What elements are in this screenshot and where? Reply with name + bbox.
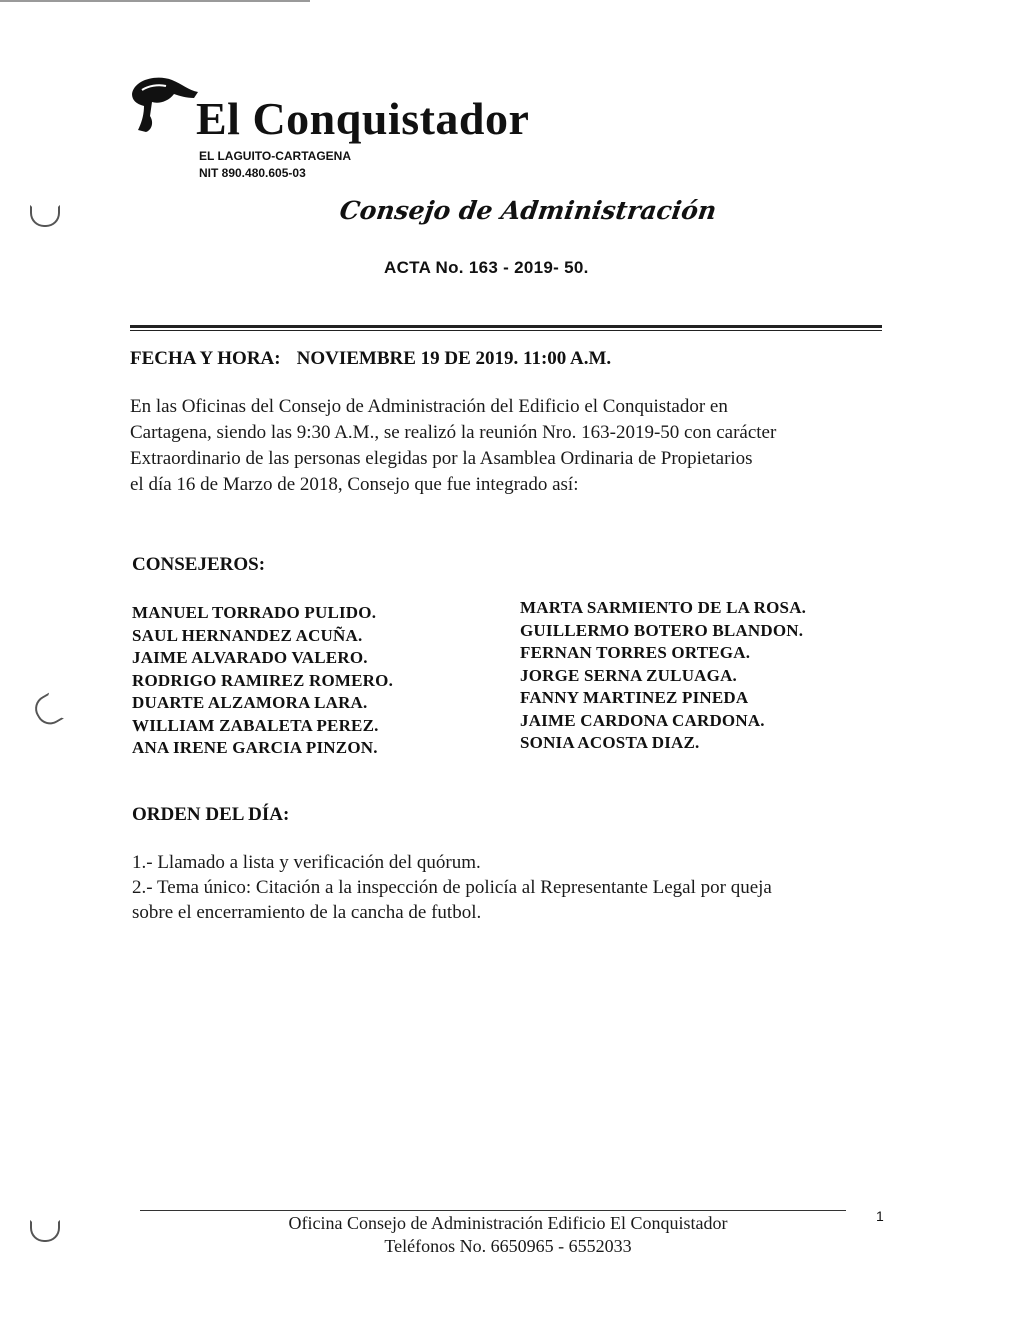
member-name: FANNY MARTINEZ PINEDA: [520, 688, 749, 707]
brand-nit: NIT 890.480.605-03: [199, 166, 306, 180]
brand-name: El Conquistador: [196, 93, 530, 144]
intro-line: En las Oficinas del Consejo de Administración del Edificio el Conquistador en: [130, 396, 728, 417]
member-name: DUARTE ALZAMORA LARA.: [132, 693, 368, 712]
council-title: Consejo de Administración: [337, 196, 719, 225]
intro-line: el día 16 de Marzo de 2018, Consejo que fue integrado así:: [130, 474, 579, 495]
brand-location: EL LAGUITO-CARTAGENA: [199, 149, 351, 163]
orden-heading: ORDEN DEL DÍA:: [132, 804, 290, 825]
header-divider: [130, 325, 882, 328]
acta-number: ACTA No. 163 - 2019- 50.: [384, 258, 589, 277]
consejeros-heading: CONSEJEROS:: [132, 554, 266, 575]
footer-office: Oficina Consejo de Administración Edificio El Conquistador: [288, 1213, 728, 1233]
consejeros-right-column: [520, 597, 806, 755]
header-divider-thin: [130, 330, 882, 331]
scan-edge-line: [0, 0, 310, 2]
member-name: JORGE SERNA ZULUAGA.: [520, 665, 738, 685]
page-number: 1: [876, 1208, 884, 1224]
member-name: GUILLERMO BOTERO BLANDON.: [520, 620, 804, 640]
member-name: ANA IRENE GARCIA PINZON.: [132, 738, 378, 757]
member-name: RODRIGO RAMIREZ ROMERO.: [132, 670, 394, 690]
member-name: FERNAN TORRES ORTEGA.: [520, 643, 751, 662]
consejeros-left-column: [132, 602, 393, 760]
binder-hole-mark: [30, 693, 64, 730]
agenda-item: 1.- Llamado a lista y verificación del quórum.: [132, 852, 481, 873]
date-time-line: [130, 348, 611, 370]
binder-hole-mark: [30, 205, 60, 227]
member-name: WILLIAM ZABALETA PEREZ.: [132, 715, 379, 735]
agenda-item-continuation: sobre el encerramiento de la cancha de futbol.: [132, 902, 482, 923]
member-name: MARTA SARMIENTO DE LA ROSA.: [520, 598, 807, 617]
date-time-value: NOVIEMBRE 19 DE 2019. 11:00 A.M.: [296, 348, 612, 369]
footer-divider: [140, 1210, 846, 1211]
footer-phones: Teléfonos No. 6650965 - 6552033: [384, 1236, 632, 1256]
intro-line: Cartagena, siendo las 9:30 A.M., se realizó la reunión Nro. 163-2019-50 con carácter: [130, 422, 777, 443]
agenda-list: [132, 850, 888, 925]
member-name: SAUL HERNANDEZ ACUÑA.: [132, 625, 363, 645]
member-name: JAIME ALVARADO VALERO.: [132, 648, 368, 667]
member-name: JAIME CARDONA CARDONA.: [520, 710, 765, 730]
intro-paragraph: [130, 394, 886, 498]
member-name: MANUEL TORRADO PULIDO.: [132, 603, 377, 622]
date-time-label: FECHA Y HORA:: [130, 348, 281, 369]
intro-line: Extraordinario de las personas elegidas por la Asamblea Ordinaria de Propietarios: [130, 448, 753, 469]
agenda-item: 2.- Tema único: Citación a la inspección de policía al Representante Legal por queja: [132, 877, 772, 898]
member-name: SONIA ACOSTA DIAZ.: [520, 733, 700, 752]
conquistador-helmet-icon: [128, 72, 200, 136]
